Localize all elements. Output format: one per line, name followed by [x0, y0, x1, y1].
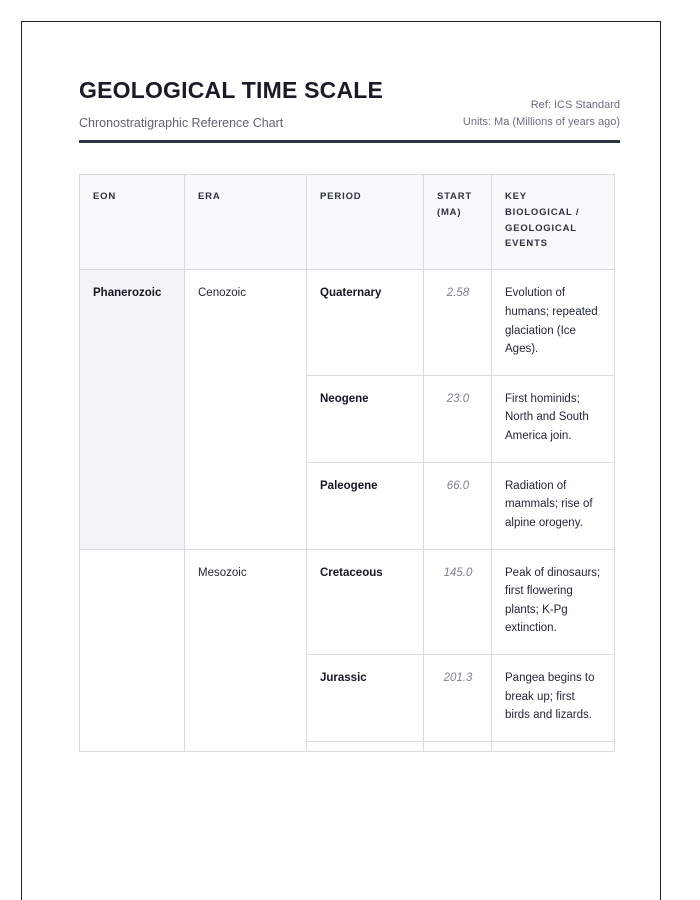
document-header	[79, 78, 620, 143]
meta-units: Units: Ma (Millions of years ago)	[462, 116, 620, 129]
geological-time-scale-table-wrapper	[79, 174, 620, 752]
cell-start: 201.3	[424, 655, 492, 742]
column-header-era: ERA	[185, 175, 307, 270]
cell-period: Paleogene	[307, 462, 424, 549]
page-subtitle: Chronostratigraphic Reference Chart	[79, 116, 284, 131]
cell-period: Jurassic	[307, 655, 424, 742]
page-content	[22, 22, 660, 752]
cell-start: 66.0	[424, 462, 492, 549]
cell-partial	[492, 741, 615, 751]
page-title: GEOLOGICAL TIME SCALE	[79, 77, 384, 103]
table-header-row	[80, 175, 615, 270]
table-row	[80, 270, 615, 376]
cell-period: Neogene	[307, 375, 424, 462]
cell-era: Mesozoic	[185, 549, 307, 751]
column-header-start-ma: START (MA)	[424, 175, 492, 270]
cell-partial	[307, 741, 424, 751]
column-header-eon: EON	[80, 175, 185, 270]
table-body	[80, 270, 615, 752]
cell-events: Pangea begins to break up; first birds and lizards.	[492, 655, 615, 742]
column-header-key-events: KEY BIOLOGICAL / GEOLOGICAL EVENTS	[492, 175, 615, 270]
cell-events: Radiation of mammals; rise of alpine orogeny.	[492, 462, 615, 549]
column-header-period: PERIOD	[307, 175, 424, 270]
cell-events: Peak of dinosaurs; first flowering plants; K-Pg extinction.	[492, 549, 615, 655]
cell-start: 145.0	[424, 549, 492, 655]
document-meta	[463, 97, 620, 131]
cell-period: Quaternary	[307, 270, 424, 376]
cell-partial	[424, 741, 492, 751]
cell-start: 2.58	[424, 270, 492, 376]
geological-time-scale-table	[79, 174, 615, 752]
cell-start: 23.0	[424, 375, 492, 462]
cell-eon	[80, 549, 185, 751]
cell-period: Cretaceous	[307, 549, 424, 655]
cell-era: Cenozoic	[185, 270, 307, 549]
cell-events: Evolution of humans; repeated glaciation (Ice Ages).	[492, 270, 615, 376]
table-header	[80, 175, 615, 270]
meta-reference: Ref: ICS Standard	[530, 99, 620, 112]
table-row	[80, 549, 615, 655]
cell-eon: Phanerozoic	[80, 270, 185, 549]
cell-events: First hominids; North and South America join.	[492, 375, 615, 462]
page-card	[21, 21, 661, 900]
